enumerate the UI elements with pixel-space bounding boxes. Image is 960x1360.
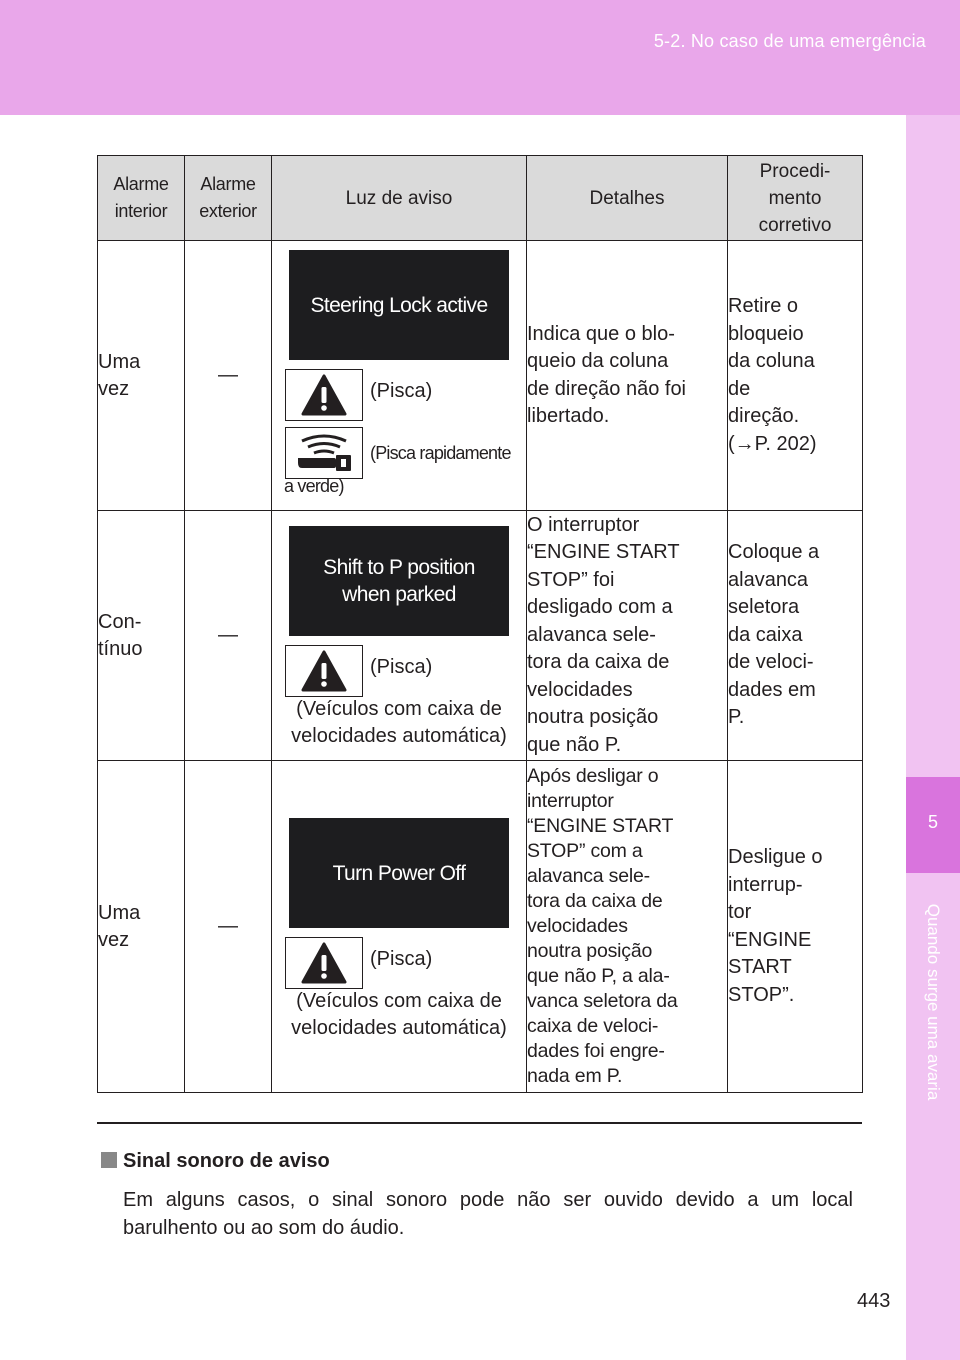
warning-icon-row (285, 369, 526, 421)
header-line: interior (114, 201, 168, 221)
cell-line: tora da caixa de (527, 890, 663, 912)
cell-line: START (728, 956, 792, 978)
cell-line: tínuo (98, 637, 143, 660)
header-line: mento (768, 187, 822, 209)
cell-line: alavanca sele- (527, 865, 650, 887)
icon-caption: (Pisca rapidamente (370, 442, 511, 463)
cell-line: “ENGINE START (527, 815, 674, 837)
interior-alarm-cell (98, 761, 185, 1093)
cell-line: desligado com a (527, 596, 673, 619)
note-line: velocidades automática) (291, 725, 507, 747)
note-line: (Veículos com caixa de (296, 990, 502, 1012)
chapter-label: Quando surge uma avaria (924, 903, 943, 1101)
cell-line: Após desligar o (527, 765, 659, 787)
exterior-alarm-cell: — (185, 761, 272, 1093)
key-icon-row (285, 427, 526, 479)
table-row (98, 761, 863, 1093)
cell-line: noutra posição (527, 940, 653, 962)
cell-line: Uma (98, 901, 141, 924)
details-cell (527, 241, 728, 511)
header-interior-alarm (98, 156, 185, 241)
cell-line: interrup- (728, 873, 803, 896)
cell-line: Desligue o (728, 846, 823, 868)
procedure-cell (728, 241, 863, 511)
header-procedure (728, 156, 863, 241)
chapter-number: 5 (927, 812, 938, 832)
header-warning-light: Luz de aviso (272, 156, 527, 241)
note-line: velocidades automática) (291, 1017, 507, 1039)
icon-caption: (Pisca) (370, 379, 433, 402)
cell-line: interruptor (527, 790, 614, 812)
details-cell (527, 511, 728, 761)
cell-line: velocidades (527, 915, 628, 937)
vehicle-note (272, 988, 526, 1042)
icon-caption: (Pisca) (370, 655, 433, 678)
warning-light-cell (272, 241, 527, 511)
cell-line: que não P. (527, 733, 622, 756)
header-exterior-alarm (185, 156, 272, 241)
header-details: Detalhes (527, 156, 728, 241)
cell-line: da caixa (728, 623, 803, 646)
cell-line: tora da caixa de (527, 651, 670, 674)
cell-line: Con- (98, 610, 142, 633)
cell-line: STOP” foi (527, 568, 615, 591)
details-cell (527, 761, 728, 1093)
cell-line: da coluna (728, 350, 815, 372)
note-body: Em alguns casos, o sinal sonoro pode não ser ouvido devido a um local barulhento ou ao som do áudio. (123, 1189, 853, 1239)
cell-line: Retire o (728, 295, 799, 317)
warning-triangle-icon (285, 645, 363, 697)
cell-line: “ENGINE (728, 928, 812, 951)
cell-line: alavanca (728, 568, 809, 591)
note-heading (101, 1150, 330, 1173)
procedure-cell (728, 511, 863, 761)
header-line: Alarme (113, 174, 169, 194)
exterior-alarm-cell: — (185, 241, 272, 511)
cell-line: tor (728, 901, 752, 923)
cell-line: Indica que o blo- (527, 322, 675, 345)
cell-line: noutra posição (527, 706, 659, 729)
header-line: exterior (199, 201, 257, 221)
display-text: Shift to P position (323, 556, 475, 579)
display-message (289, 526, 509, 636)
header-line: Procedi- (759, 160, 831, 182)
warning-icon-row (285, 645, 526, 697)
cell-line: vez (98, 928, 130, 951)
cell-line: alavanca sele- (527, 623, 656, 646)
warning-triangle-icon (285, 369, 363, 421)
cell-line: de veloci- (728, 651, 814, 674)
cell-line: que não P, a ala- (527, 965, 670, 987)
cell-line: Coloque a (728, 541, 820, 564)
interior-alarm-cell (98, 511, 185, 761)
icon-caption: (Pisca) (370, 947, 433, 970)
display-message (289, 250, 509, 360)
note-line: (Veículos com caixa de (296, 698, 502, 720)
cell-line: vanca seletora da (527, 990, 678, 1012)
cell-line: STOP” com a (527, 840, 643, 862)
cell-line: dades foi engre- (527, 1040, 665, 1062)
header-line: corretivo (758, 214, 832, 236)
cell-line: STOP”. (728, 983, 795, 1006)
display-text: when parked (342, 583, 456, 606)
square-bullet-icon (101, 1152, 117, 1168)
cell-line: Uma (98, 350, 141, 373)
warning-table (97, 155, 863, 1093)
warning-icon-row (285, 937, 526, 989)
chapter-side-tab (906, 115, 960, 1360)
cell-line: de direção não foi (527, 377, 687, 400)
warning-light-cell (272, 511, 527, 761)
cell-line: velocidades (527, 678, 633, 701)
cell-line: direção. (728, 405, 800, 427)
cell-line: “ENGINE START (527, 541, 680, 564)
note-title-text: Sinal sonoro de aviso (123, 1150, 330, 1172)
table-row (98, 511, 863, 761)
section-divider (97, 1122, 862, 1124)
cell-line: dades em (728, 678, 816, 701)
display-text: Steering Lock active (310, 293, 488, 317)
section-title: 5-2. No caso de uma emergência (653, 31, 926, 51)
warning-triangle-icon (285, 937, 363, 989)
table-header-row (98, 156, 863, 241)
cell-line: vez (98, 377, 130, 400)
smart-key-icon (285, 427, 363, 479)
procedure-cell (728, 761, 863, 1093)
page-header (0, 0, 960, 115)
cell-line: libertado. (527, 405, 610, 427)
cell-line: queio da coluna (527, 350, 669, 372)
icon-caption-continued: a verde) (284, 476, 344, 496)
display-text: Turn Power Off (332, 861, 466, 885)
cell-line: nada em P. (527, 1065, 623, 1087)
page-number: 443 (857, 1290, 891, 1312)
table-row (98, 241, 863, 511)
warning-light-cell (272, 761, 527, 1093)
cell-line: O interruptor (527, 513, 640, 536)
cell-line: seletora (728, 596, 800, 619)
cell-line: bloqueio (728, 322, 804, 345)
cell-line: P. (728, 706, 745, 729)
page-reference-link[interactable]: (→P. 202) (728, 432, 817, 455)
interior-alarm-cell (98, 241, 185, 511)
vehicle-note (272, 696, 526, 750)
cell-line: caixa de veloci- (527, 1015, 659, 1037)
header-line: Alarme (200, 174, 256, 194)
exterior-alarm-cell: — (185, 511, 272, 761)
display-message (289, 818, 509, 928)
cell-line: de (728, 377, 751, 400)
